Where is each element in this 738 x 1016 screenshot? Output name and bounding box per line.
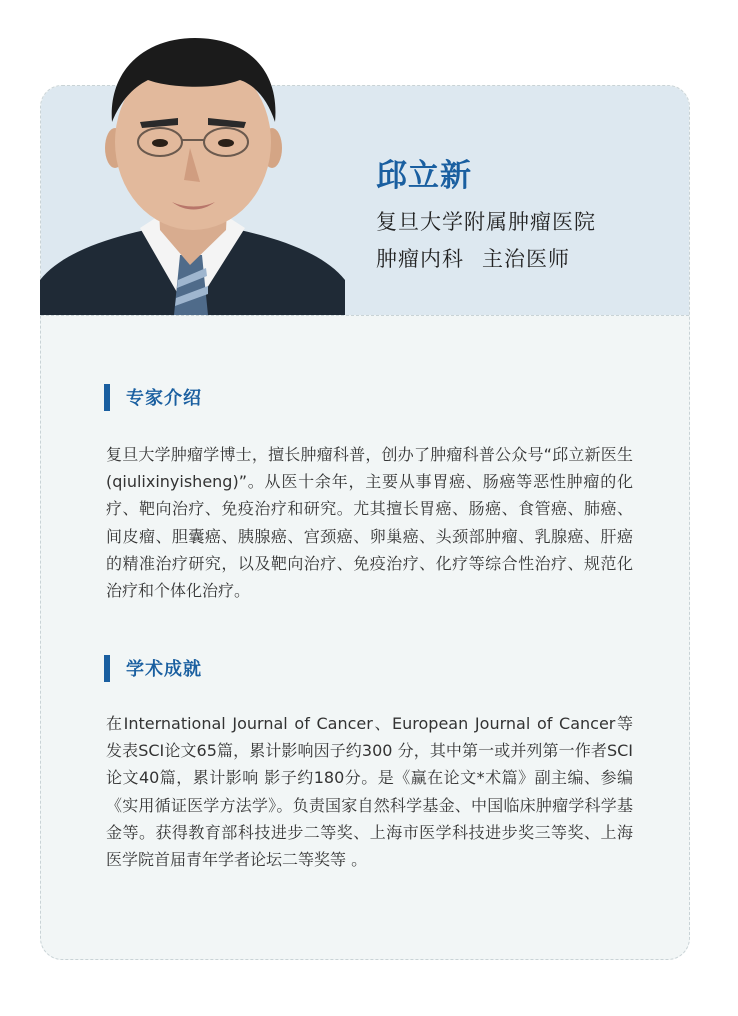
heading-bar bbox=[104, 384, 110, 411]
intro-paragraph: 复旦大学肿瘤学博士，擅长肿瘤科普，创办了肿瘤科普公众号“邱立新医生(qiulixinyisheng)”。从医十余年，主要从事胃癌、肠癌等恶性肿瘤的化疗、靶向治疗、免疫治疗和研究。尤其擅长胃癌、肠癌、食管癌、肺癌、间皮瘤、胆囊癌、胰腺癌、宫颈癌、卵巢癌、头颈部肿瘤、乳腺癌、肝癌的精准治疗研究，以及靶向治疗、免疫治疗、化疗等综合性治疗、规范化治疗和个体化治疗。 bbox=[106, 445, 633, 601]
achievements-paragraph: 在International Journal of Cancer、European Journal of Cancer等发表SCI论文65篇，累计影响因子约300 分，其中第一或并列第一作者SCI论文40篇，累计影响 影子约180分。是《赢在论文*术篇》副主编、参编《实用循证医学方法学》。负责国家自然科学基金、中国临床肿瘤学科学基金等。获得教育部科技进步二等奖、上海市医学科技进步奖三等奖、上海医学院首届青年学者论坛二等奖等 。 bbox=[106, 714, 633, 870]
achievements-heading bbox=[104, 654, 202, 682]
doctor-portrait bbox=[40, 30, 345, 315]
job-title: 主治医师 bbox=[482, 247, 570, 271]
department: 肿瘤内科 bbox=[376, 247, 464, 271]
heading-bar bbox=[104, 655, 110, 682]
hospital-name: 复旦大学附属肿瘤医院 bbox=[376, 210, 596, 234]
achievements-heading-text: 学术成就 bbox=[126, 659, 202, 680]
header-divider bbox=[41, 315, 689, 316]
intro-heading bbox=[104, 383, 202, 411]
department-title bbox=[376, 243, 570, 273]
doctor-name: 邱立新 bbox=[376, 158, 472, 194]
intro-heading-text: 专家介绍 bbox=[126, 388, 202, 409]
